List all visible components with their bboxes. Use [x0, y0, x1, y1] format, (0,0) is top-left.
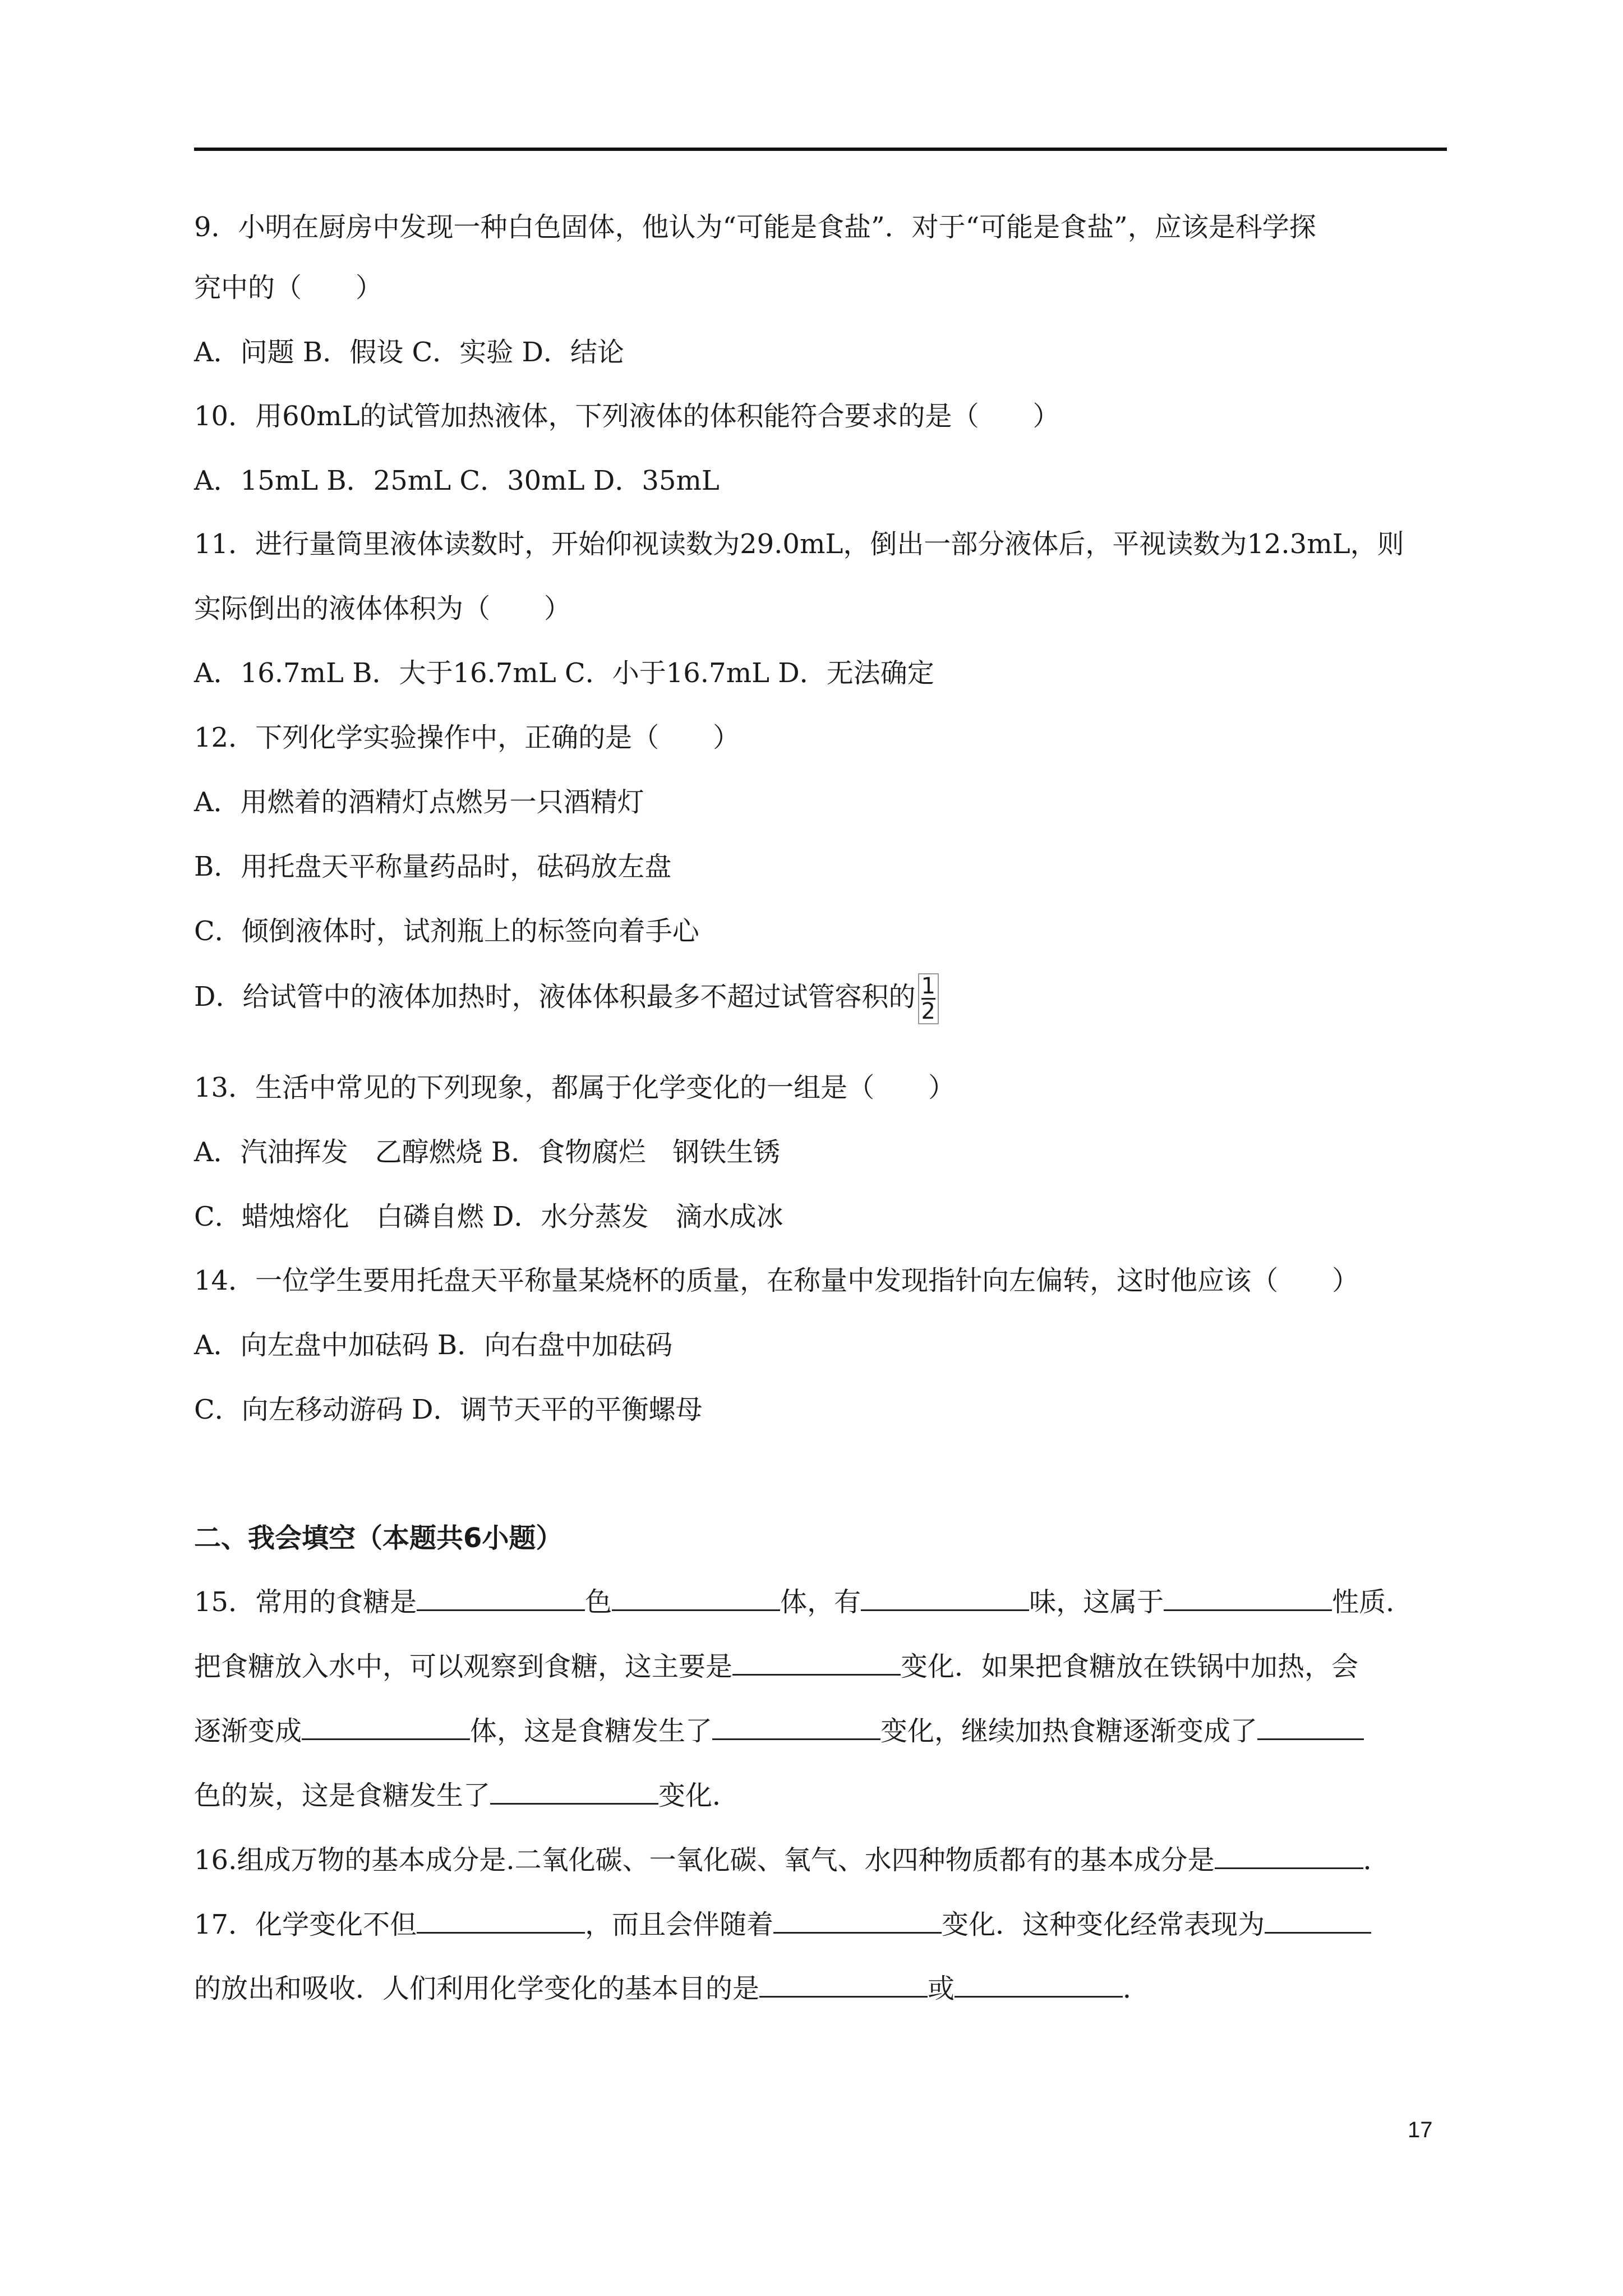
question-11-line-2: 实际倒出的液体体积为（ ）: [194, 593, 571, 624]
question-12-option-a: A．用燃着的酒精灯点燃另一只酒精灯: [194, 786, 644, 818]
q17-text: 17．化学变化不但: [194, 1909, 417, 1940]
q15-text: 味，这属于: [1029, 1586, 1164, 1618]
question-12-stem: 12．下列化学实验操作中，正确的是（ ）: [194, 722, 740, 753]
fraction-one-half: [918, 973, 939, 1024]
question-16: [194, 1841, 1450, 1880]
question-13-stem: 13．生活中常见的下列现象，都属于化学变化的一组是（ ）: [194, 1072, 956, 1103]
q15-text: 变化．: [658, 1780, 740, 1811]
q16-text: 16.组成万物的基本成分是.二氧化碳、一氧化碳、氧气、水四种物质都有的基本成分是: [194, 1844, 1215, 1876]
fill-blank[interactable]: [417, 1584, 585, 1611]
question-15-line-3: [194, 1711, 1450, 1751]
question-15-line-2: [194, 1647, 1450, 1686]
question-12-option-c: C．倾倒液体时，试剂瓶上的标签向着手心: [194, 915, 699, 947]
header-rule: [194, 148, 1447, 151]
q15-text: 体，有: [780, 1586, 861, 1618]
fill-blank[interactable]: [759, 1970, 928, 1998]
question-9-line-1: 9．小明在厨房中发现一种白色固体，他认为“可能是食盐”．对于“可能是食盐”，应该是科学探: [194, 211, 1316, 243]
question-17-line-1: [194, 1905, 1450, 1944]
question-12-option-d: [194, 973, 1450, 1024]
page-number: 17: [1408, 2118, 1433, 2142]
fraction-denominator: 2: [921, 999, 935, 1024]
q15-text: 色的炭，这是食糖发生了: [194, 1780, 491, 1811]
q17-text: 的放出和吸收．人们利用化学变化的基本目的是: [194, 1973, 760, 2004]
fraction-numerator: 1: [921, 973, 935, 999]
question-14-options-ab: A．向左盘中加砝码 B．向右盘中加砝码: [194, 1329, 673, 1361]
q15-text: 变化．如果把食糖放在铁锅中加热，会: [901, 1651, 1359, 1682]
question-13-options-ab: A．汽油挥发 乙醇燃烧 B．食物腐烂 钢铁生锈: [194, 1137, 781, 1168]
fill-blank[interactable]: [712, 1713, 880, 1740]
fill-blank[interactable]: [417, 1906, 585, 1934]
fill-blank[interactable]: [1265, 1906, 1371, 1934]
question-14-stem: 14．一位学生要用托盘天平称量某烧杯的质量，在称量中发现指针向左偏转，这时他应该（ ）: [194, 1265, 1359, 1296]
fill-blank[interactable]: [732, 1648, 901, 1676]
question-12-option-b: B．用托盘天平称量药品时，砝码放左盘: [194, 851, 672, 882]
question-9-line-2: 究中的（ ）: [194, 272, 383, 303]
fill-blank[interactable]: [490, 1777, 658, 1805]
fill-blank[interactable]: [1257, 1713, 1364, 1740]
question-15-line-4: [194, 1776, 1450, 1815]
fill-blank[interactable]: [612, 1584, 780, 1611]
q17-text: 变化．这种变化经常表现为: [942, 1909, 1265, 1940]
fill-blank[interactable]: [1215, 1842, 1363, 1869]
question-14-options-cd: C．向左移动游码 D．调节天平的平衡螺母: [194, 1394, 703, 1425]
section-2-heading: 二、我会填空（本题共6小题）: [194, 1522, 563, 1554]
question-13-options-cd: C．蜡烛熔化 白磷自燃 D．水分蒸发 滴水成冰: [194, 1201, 783, 1232]
fill-blank[interactable]: [773, 1906, 942, 1934]
q17-text: ．: [1123, 1973, 1150, 2004]
q15-text: 15．常用的食糖是: [194, 1586, 417, 1618]
q15-text: 变化，继续加热食糖逐渐变成了: [880, 1715, 1258, 1747]
q15-text: 色: [585, 1586, 612, 1618]
fill-blank[interactable]: [861, 1584, 1029, 1611]
question-9-options: A．问题 B．假设 C．实验 D．结论: [194, 337, 624, 368]
question-17-line-2: [194, 1969, 1450, 2008]
fill-blank[interactable]: [302, 1713, 470, 1740]
question-11-options: A．16.7mL B．大于16.7mL C．小于16.7mL D．无法确定: [194, 657, 934, 689]
q17-text: ，而且会伴随着: [585, 1909, 774, 1940]
question-12-option-d-text: D．给试管中的液体加热时，液体体积最多不超过试管容积的: [194, 981, 916, 1013]
q17-text: 或: [928, 1973, 955, 2004]
question-10-stem: 10．用60mL的试管加热液体，下列液体的体积能符合要求的是（ ）: [194, 401, 1060, 432]
question-10-options: A．15mL B．25mL C．30mL D．35mL: [194, 465, 720, 496]
q15-text: 把食糖放入水中，可以观察到食糖，这主要是: [194, 1651, 733, 1682]
q15-text: 性质．: [1332, 1586, 1413, 1618]
q15-text: 逐渐变成: [194, 1715, 302, 1747]
q16-text: ．: [1363, 1844, 1390, 1876]
q15-text: 体，这是食糖发生了: [470, 1715, 713, 1747]
question-11-line-1: 11．进行量筒里液体读数时，开始仰视读数为29.0mL，倒出一部分液体后，平视读数为12.3mL，则: [194, 528, 1404, 560]
question-15-line-1: [194, 1582, 1450, 1622]
fill-blank[interactable]: [1164, 1584, 1332, 1611]
fill-blank[interactable]: [955, 1970, 1123, 1998]
